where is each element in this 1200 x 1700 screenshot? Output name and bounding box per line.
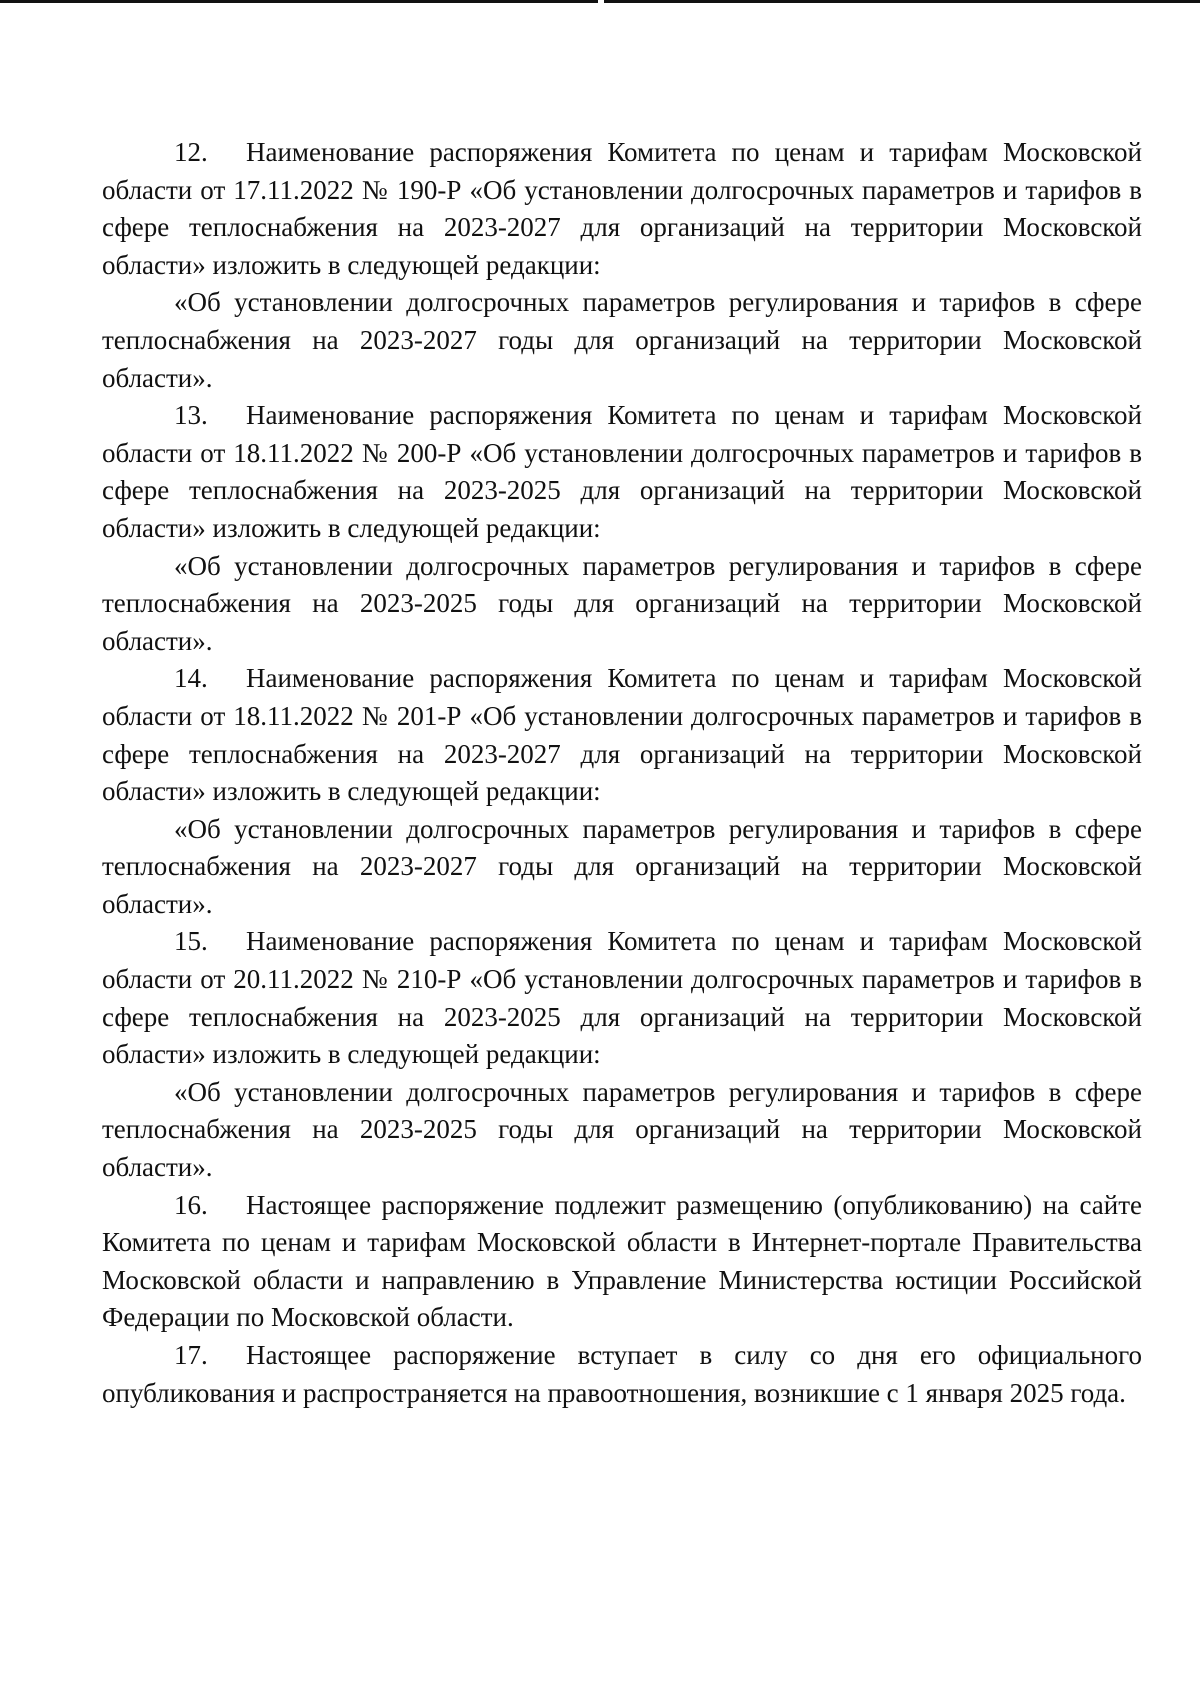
paragraph-text: Наименование распоряжения Комитета по ценам и тарифам Московской области от 18.11.2022 № 201-Р «Об установлении долгосрочных параметров и тарифов в сфере теплоснабжения на 2023-2027 для организаций на территории Московской области» изложить в следующей редакции: [102, 663, 1142, 807]
paragraph-number: 16. [174, 1189, 208, 1220]
document-page [102, 134, 1142, 1412]
paragraph-15 [102, 923, 1142, 1073]
paragraph-text: Наименование распоряжения Комитета по ценам и тарифам Московской области от 20.11.2022 № 210-Р «Об установлении долгосрочных параметров и тарифов в сфере теплоснабжения на 2023-2025 для организаций на территории Московской области» изложить в следующей редакции: [102, 926, 1142, 1070]
paragraph-16 [102, 1187, 1142, 1337]
scan-edge-top-right [604, 0, 1200, 3]
paragraph-12 [102, 134, 1142, 284]
paragraph-text: «Об установлении долгосрочных параметров регулирования и тарифов в сфере теплоснабжения на 2023-2025 годы для организаций на территории Московской области». [102, 550, 1142, 656]
paragraph-number: 17. [174, 1340, 208, 1370]
paragraph-12-new-title [102, 284, 1142, 397]
paragraph-13 [102, 397, 1142, 547]
paragraph-text: Наименование распоряжения Комитета по ценам и тарифам Московской области от 17.11.2022 № 190-Р «Об установлении долгосрочных параметров и тарифов в сфере теплоснабжения на 2023-2027 для организаций на территории Московской области» изложить в следующей редакции: [102, 137, 1142, 280]
paragraph-14-new-title [102, 811, 1142, 924]
paragraph-text: «Об установлении долгосрочных параметров регулирования и тарифов в сфере теплоснабжения на 2023-2027 годы для организаций на территории Московской области». [102, 287, 1142, 393]
paragraph-15-new-title [102, 1074, 1142, 1187]
paragraph-text: Настоящее распоряжение вступает в силу со дня его официального опубликования и распространяется на правоотношения, возникшие с 1 января 2025 года. [102, 1340, 1142, 1408]
paragraph-number: 12. [174, 137, 208, 167]
paragraph-number: 15. [174, 926, 208, 957]
paragraph-17 [102, 1337, 1142, 1412]
scan-edge-top-left [0, 0, 598, 3]
paragraph-13-new-title [102, 548, 1142, 661]
paragraph-text: «Об установлении долгосрочных параметров регулирования и тарифов в сфере теплоснабжения на 2023-2027 годы для организаций на территории Московской области». [102, 813, 1142, 919]
paragraph-number: 13. [174, 400, 208, 431]
paragraph-14 [102, 660, 1142, 810]
paragraph-number: 14. [174, 663, 208, 694]
paragraph-text: Настоящее распоряжение подлежит размещению (опубликованию) на сайте Комитета по ценам и тарифам Московской области в Интернет-портале Правительства Московской области и направлению в Управление Министерства юстиции Российской Федерации по Московской области. [102, 1189, 1142, 1333]
paragraph-text: «Об установлении долгосрочных параметров регулирования и тарифов в сфере теплоснабжения на 2023-2025 годы для организаций на территории Московской области». [102, 1076, 1142, 1183]
paragraph-text: Наименование распоряжения Комитета по ценам и тарифам Московской области от 18.11.2022 № 200-Р «Об установлении долгосрочных параметров и тарифов в сфере теплоснабжения на 2023-2025 для организаций на территории Московской области» изложить в следующей редакции: [102, 400, 1142, 543]
